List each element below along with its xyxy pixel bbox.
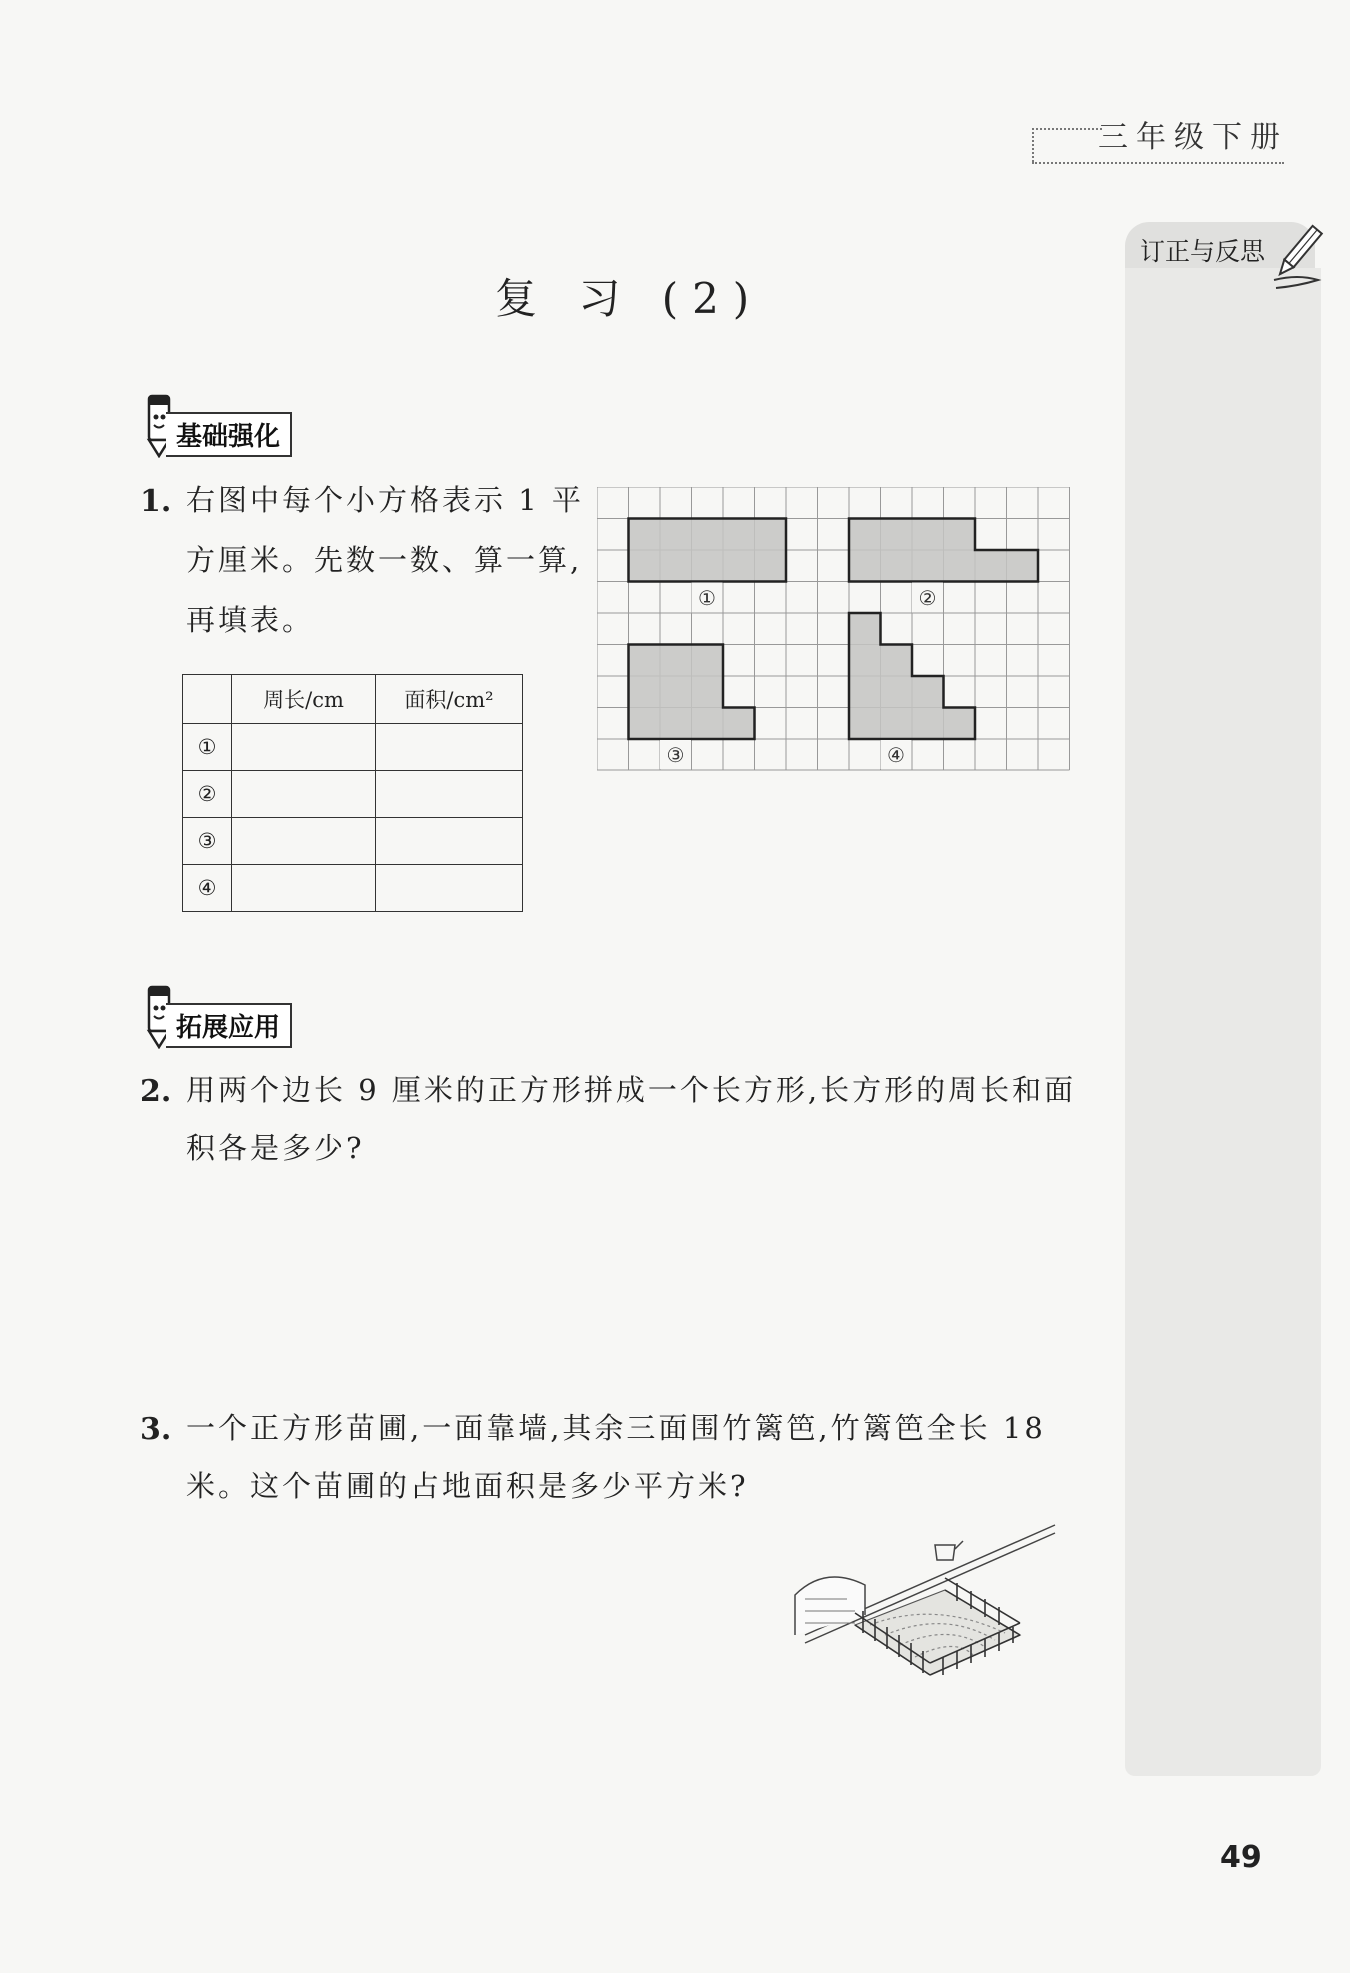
perimeter-answer-cell[interactable] [232,771,376,818]
shape-3-label: ③ [666,743,685,767]
table-header-corner [183,675,232,724]
margin-label: 订正与反思 [1140,237,1266,266]
table-row-label: ② [183,771,232,818]
question-1-line-3: 再填表。 [186,603,315,637]
section-extended-label: 拓展应用 [166,1003,292,1048]
grid-figure [597,487,1071,773]
question-2-number: 2. [140,1074,172,1109]
table-row [183,865,523,912]
area-answer-cell[interactable] [376,724,523,771]
perimeter-answer-cell[interactable] [232,724,376,771]
question-2-line-1: 用两个边长 9 厘米的正方形拼成一个长方形,长方形的周长和面 [186,1073,1077,1107]
question-1-line-1: 右图中每个小方格表示 1 平 [186,483,584,517]
question-3-number: 3. [140,1412,172,1447]
section-basic-label: 基础强化 [166,412,292,457]
shape-1 [629,519,787,582]
area-answer-cell[interactable] [376,771,523,818]
question-2-line-2: 积各是多少? [186,1131,365,1165]
table-row-label: ① [183,724,232,771]
table-row [183,818,523,865]
perimeter-answer-cell[interactable] [232,865,376,912]
page-number: 49 [1220,1840,1262,1875]
area-answer-cell[interactable] [376,865,523,912]
table-header-area: 面积/cm² [376,675,523,724]
table-row [183,771,523,818]
table-row-label: ③ [183,818,232,865]
answer-table [182,674,523,912]
correction-margin [1125,268,1321,1776]
shape-4-label: ④ [887,743,905,767]
page-title: 复 习 (2) [495,274,764,323]
table-row [183,724,523,771]
table-row-label: ④ [183,865,232,912]
question-1-line-2: 方厘米。先数一数、算一算, [186,543,583,577]
perimeter-answer-cell[interactable] [232,818,376,865]
grade-label: 三年级下册 [1098,120,1288,155]
question-1-number: 1. [140,484,172,519]
shape-2 [849,519,1038,582]
table-header-perimeter: 周长/cm [232,675,376,724]
shape-3 [629,645,755,740]
fenced-garden-illustration [785,1515,1065,1705]
question-3-line-1: 一个正方形苗圃,一面靠墙,其余三面围竹篱笆,竹篱笆全长 18 [186,1411,1046,1445]
pencil-icon [1268,220,1324,290]
area-answer-cell[interactable] [376,818,523,865]
shape-1-label: ① [698,586,716,610]
table-header-row [183,675,523,724]
question-3-line-2: 米。这个苗圃的占地面积是多少平方米? [186,1469,749,1503]
shape-2-label: ② [918,586,937,610]
